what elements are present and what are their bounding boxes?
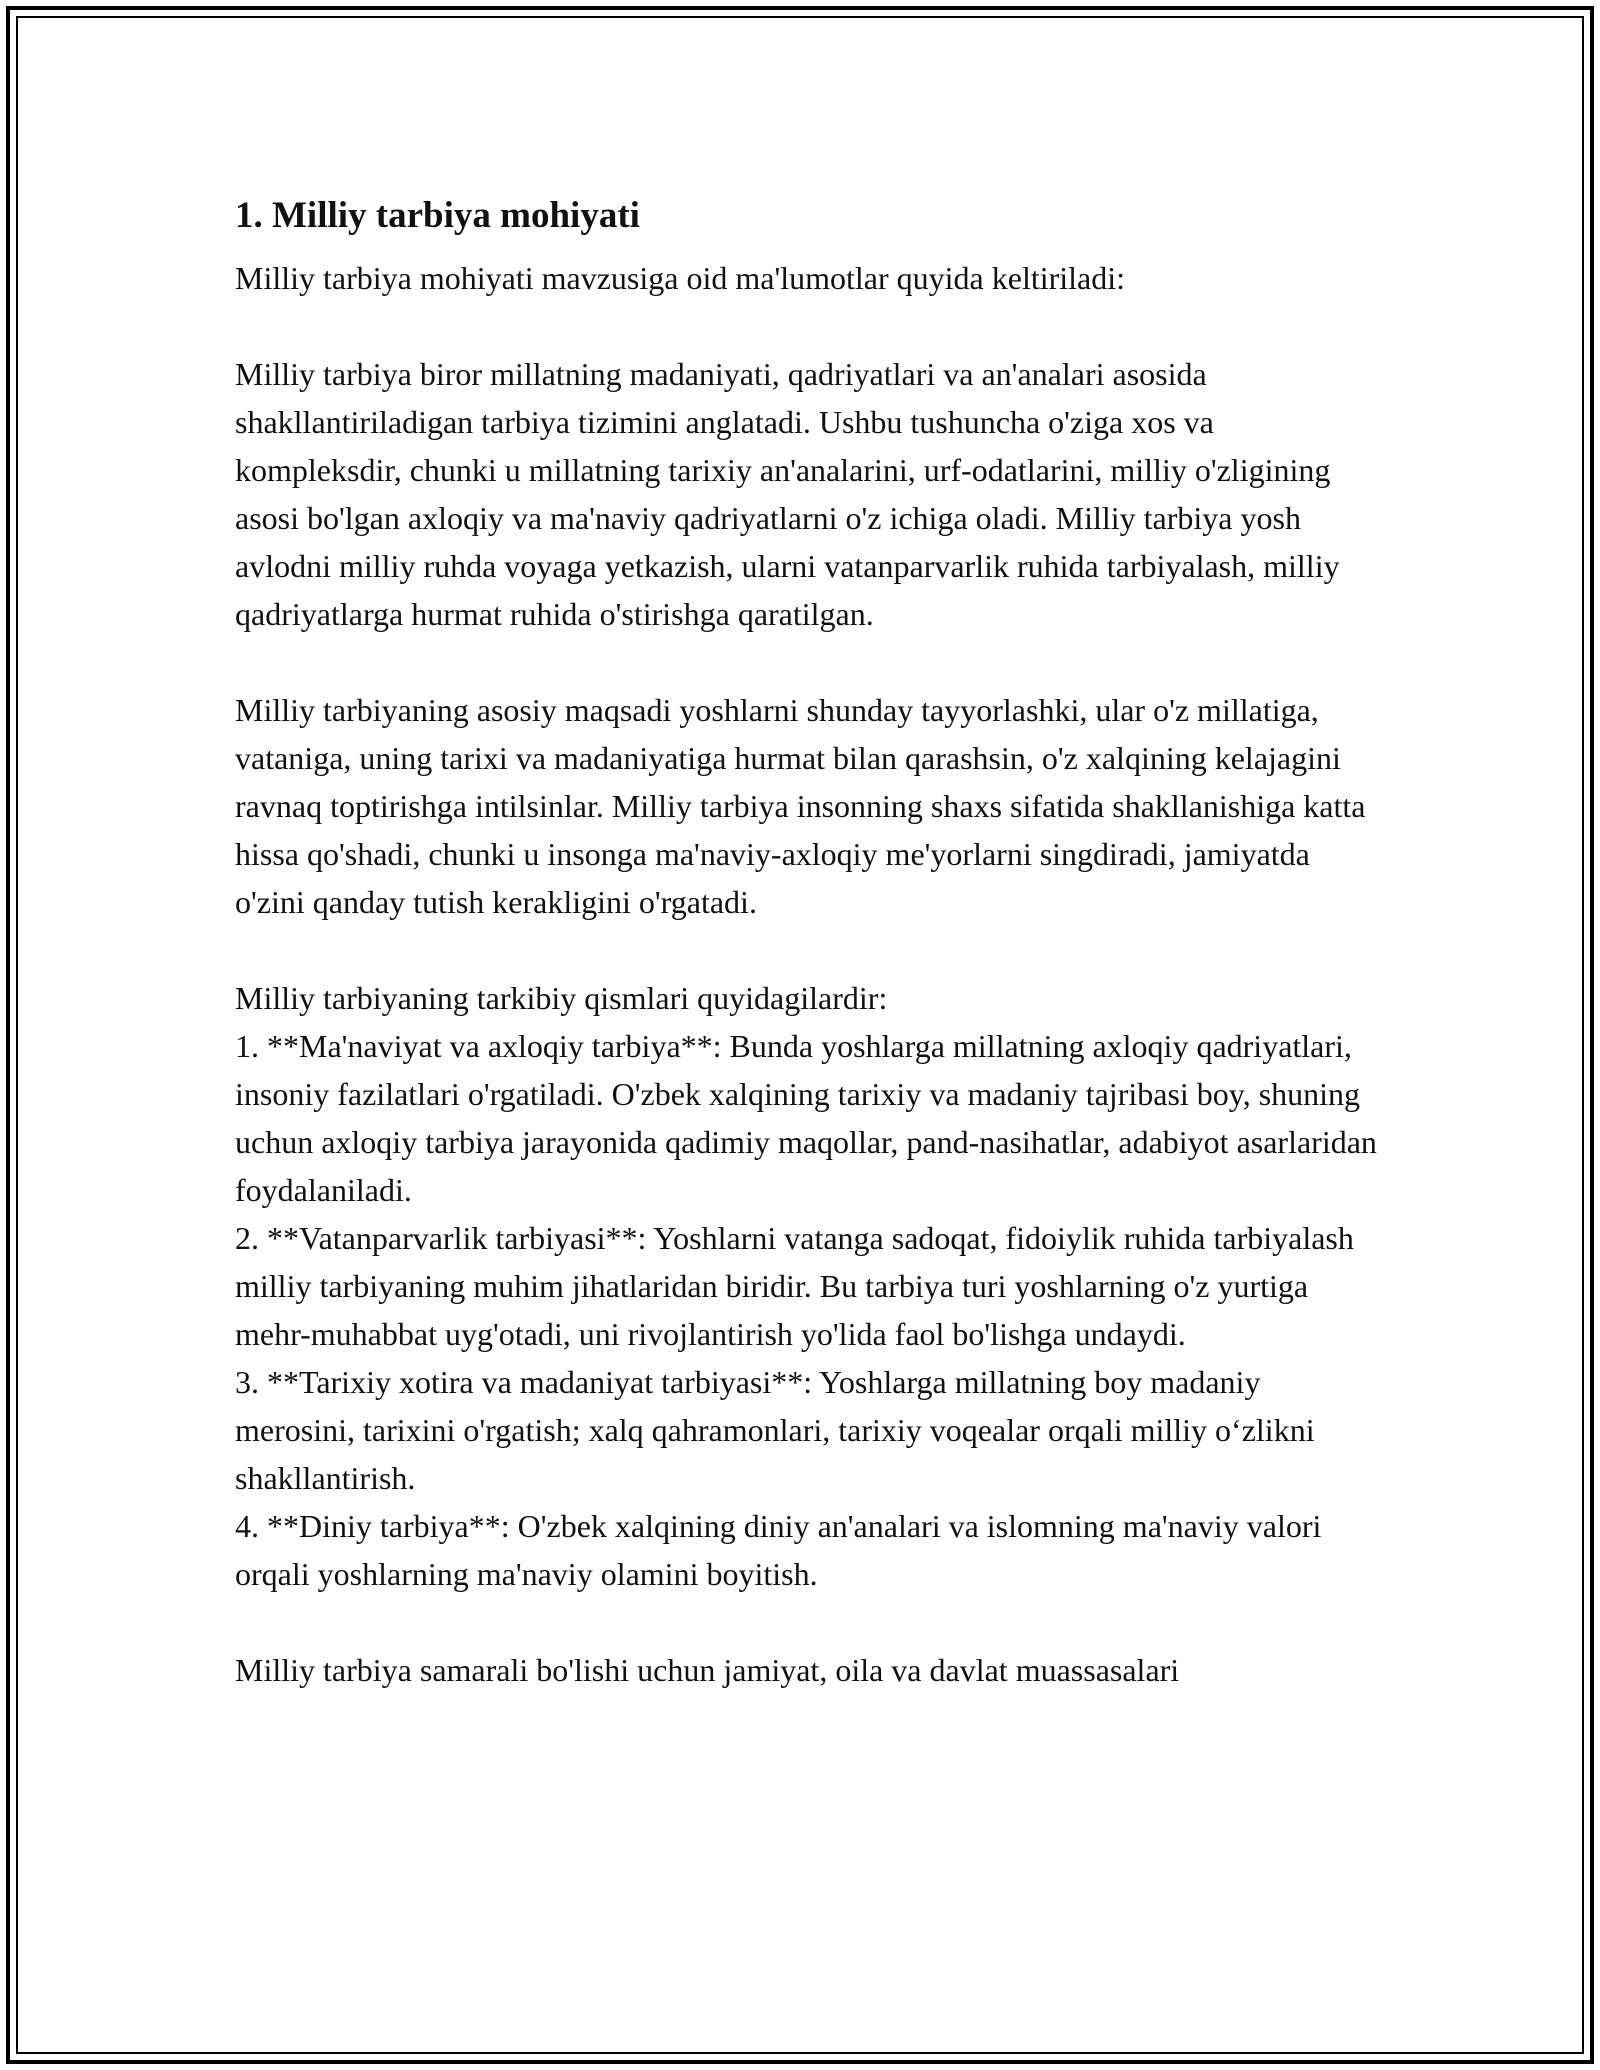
list-item: 2. **Vatanparvarlik tarbiyasi**: Yoshlarni vatanga sadoqat, fidoiylik ruhida tarbiyalash milliy tarbiyaning muhim jihatlaridan biridir. Bu tarbiya turi yoshlarning o'z yurtiga mehr-muhabbat uyg'otadi, uni rivojlantirish yo'lida faol bo'lishga undaydi.: [235, 1220, 1354, 1352]
components-list: [235, 1022, 1385, 1598]
list-item: 3. **Tarixiy xotira va madaniyat tarbiyasi**: Yoshlarga millatning boy madaniy merosini, tarixini o'rgatish; xalq qahramonlari, tarixiy voqealar orqali milliy o‘zlikni shakllantirish.: [235, 1364, 1315, 1496]
paragraph-definition: Milliy tarbiya biror millatning madaniyati, qadriyatlari va an'analari asosida shakllantiriladigan tarbiya tizimini anglatadi. Ushbu tushuncha o'ziga xos va kompleksdir, chunki u millatning tarixiy an'analarini, urf-odatlarini, milliy o'zligining asosi bo'lgan axloqiy va ma'naviy qadriyatlarni o'z ichiga oladi. Milliy tarbiya yosh avlodni milliy ruhda voyaga yetkazish, ularni vatanparvarlik ruhida tarbiyalash, milliy qadriyatlarga hurmat ruhida o'stirishga qaratilgan.: [235, 356, 1340, 632]
document-body: [235, 190, 1385, 1694]
list-item: 4. **Diniy tarbiya**: O'zbek xalqining diniy an'analari va islomning ma'naviy valori orqali yoshlarning ma'naviy olamini boyitish.: [235, 1508, 1322, 1592]
document-title: 1. Milliy tarbiya mohiyati: [235, 195, 640, 236]
list-item: 1. **Ma'naviyat va axloqiy tarbiya**: Bunda yoshlarga millatning axloqiy qadriyatlari, insoniy fazilatlari o'rgatiladi. O'zbek xalqining tarixiy va madaniy tajribasi boy, shuning uchun axloqiy tarbiya jarayonida qadimiy maqollar, pand-nasihatlar, adabiyot asarlaridan foydalaniladi.: [235, 1028, 1377, 1208]
paragraph-purpose: Milliy tarbiyaning asosiy maqsadi yoshlarni shunday tayyorlashki, ular o'z millatiga, vataniga, uning tarixi va madaniyatiga hurmat bilan qarashsin, o'z xalqining kelajagini ravnaq toptirishga intilsinlar. Milliy tarbiya insonning shaxs sifatida shakllanishiga katta hissa qo'shadi, chunki u insonga ma'naviy-axloqiy me'yorlarni singdiradi, jamiyatda o'zini qanday tutish kerakligini o'rgatadi.: [235, 692, 1366, 920]
closing-paragraph: Milliy tarbiya samarali bo'lishi uchun jamiyat, oila va davlat muassasalari: [235, 1652, 1180, 1688]
list-heading: Milliy tarbiyaning tarkibiy qismlari quyidagilardir:: [235, 980, 888, 1016]
intro-text: Milliy tarbiya mohiyati mavzusiga oid ma'lumotlar quyida keltiriladi:: [235, 260, 1126, 296]
